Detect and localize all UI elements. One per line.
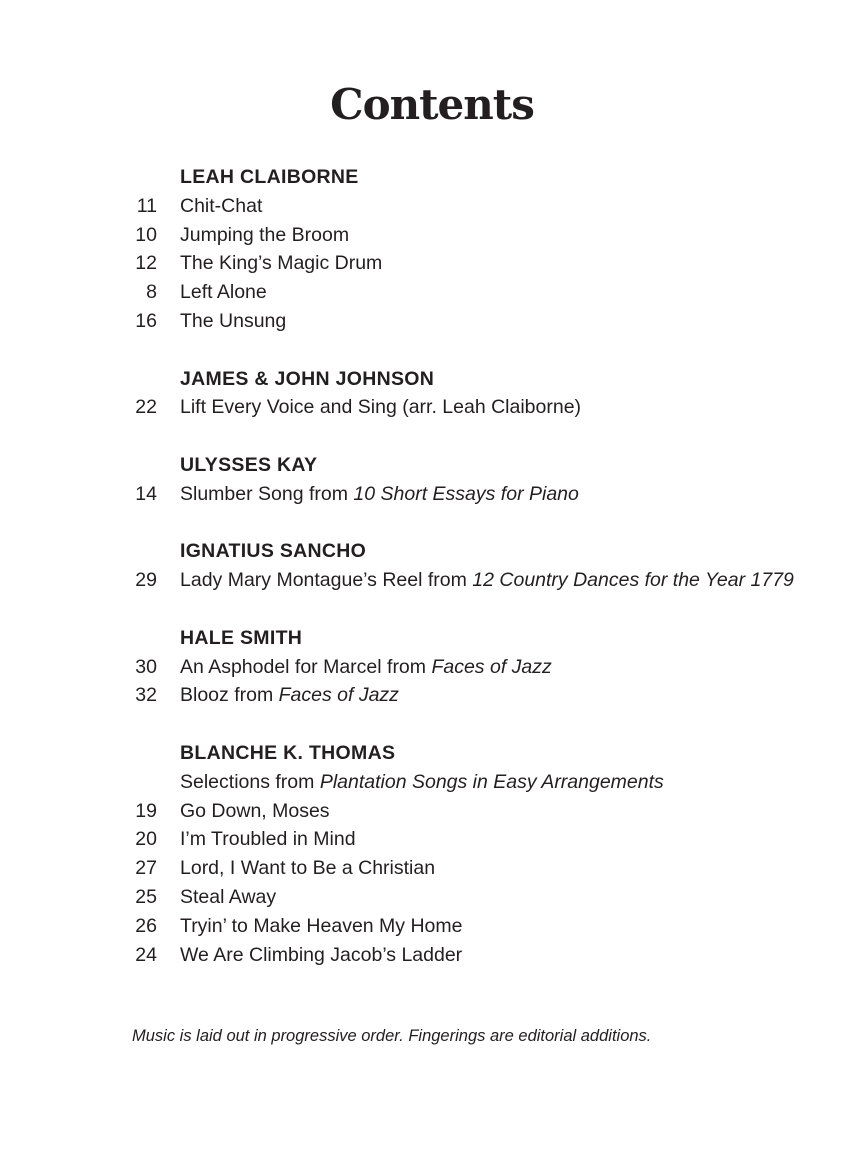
page-number: 22 — [135, 396, 157, 419]
toc-section — [0, 739, 864, 969]
page-number-cell — [0, 739, 157, 768]
toc-row — [0, 854, 864, 883]
page-number: 19 — [135, 799, 157, 822]
entry-title-part: Blooz from — [180, 684, 279, 707]
composer-row — [0, 163, 864, 192]
entry-title-part: Chit-Chat — [180, 194, 263, 217]
entry-title-part: Selections from — [180, 770, 320, 793]
entry-title — [180, 768, 664, 797]
entry-title — [180, 825, 356, 854]
toc-section — [0, 537, 864, 595]
entry-title — [180, 912, 462, 941]
page-number: 29 — [135, 569, 157, 592]
toc-row — [0, 221, 864, 250]
page-number-cell — [0, 163, 157, 192]
entry-title — [180, 941, 462, 970]
page-number: 8 — [146, 281, 157, 304]
toc-row — [0, 653, 864, 682]
entry-title-part: Lord, I Want to Be a Christian — [180, 857, 436, 880]
page-number-cell — [0, 624, 157, 653]
toc-row — [0, 192, 864, 221]
composer-name: HALE SMITH — [180, 626, 303, 649]
composer-row — [0, 624, 864, 653]
composer-name: BLANCHE K. THOMAS — [180, 741, 396, 764]
toc-row — [0, 825, 864, 854]
composer-row — [0, 739, 864, 768]
toc-row — [0, 393, 864, 422]
entry-title-part: An Asphodel for Marcel from — [180, 655, 432, 678]
entry-title-part: The King’s Magic Drum — [180, 252, 383, 275]
toc-row — [0, 768, 864, 797]
toc — [0, 163, 864, 969]
entry-title — [180, 566, 794, 595]
page-number: 20 — [135, 828, 157, 851]
entry-title-part: Tryin’ to Make Heaven My Home — [180, 914, 463, 937]
entry-title-part: Plantation Songs in Easy Arrangements — [319, 770, 664, 793]
composer-name: ULYSSES KAY — [180, 453, 318, 476]
toc-row — [0, 883, 864, 912]
composer-name: LEAH CLAIBORNE — [180, 166, 359, 188]
page-number: 27 — [135, 857, 157, 880]
toc-row — [0, 307, 864, 336]
page-number — [0, 768, 157, 797]
toc-row — [0, 797, 864, 826]
page-number: 24 — [135, 943, 157, 966]
entry-title — [180, 653, 552, 682]
entry-title-part: We Are Climbing Jacob’s Ladder — [180, 943, 463, 966]
page-number: 10 — [135, 223, 157, 246]
toc-row — [0, 278, 864, 307]
toc-row — [0, 480, 864, 509]
page-number: 30 — [135, 655, 157, 678]
page-number: 14 — [135, 482, 157, 505]
entry-title-part: Left Alone — [180, 281, 267, 304]
toc-row — [0, 941, 864, 970]
entry-title-part: Faces of Jazz — [278, 684, 399, 707]
entry-title — [180, 480, 579, 509]
entry-title — [180, 681, 399, 710]
page-number: 11 — [136, 194, 157, 217]
entry-title — [180, 393, 581, 422]
toc-row — [0, 912, 864, 941]
entry-title-part: Slumber Song from — [180, 482, 354, 505]
page-title: Contents — [330, 80, 534, 129]
entry-title — [180, 854, 435, 883]
entry-title — [180, 221, 349, 250]
toc-section — [0, 451, 864, 509]
entry-title — [180, 192, 262, 221]
toc-section — [0, 365, 864, 423]
page-number: 12 — [135, 252, 157, 275]
footnote: Music is laid out in progressive order. Fingerings are editorial additions. — [132, 1027, 652, 1045]
toc-section — [0, 163, 864, 336]
toc-row — [0, 566, 864, 595]
page-number-cell — [0, 537, 157, 566]
toc-row — [0, 249, 864, 278]
page-number: 32 — [135, 684, 157, 707]
composer-row — [0, 537, 864, 566]
entry-title-part: The Unsung — [180, 309, 287, 332]
entry-title — [180, 797, 330, 826]
composer-row — [0, 451, 864, 480]
composer-name: JAMES & JOHN JOHNSON — [180, 367, 435, 390]
entry-title-part: Faces of Jazz — [431, 655, 552, 678]
entry-title — [180, 883, 276, 912]
toc-row — [0, 681, 864, 710]
composer-row — [0, 365, 864, 394]
entry-title — [180, 278, 267, 307]
entry-title-part: 12 Country Dances for the Year 1779 — [472, 569, 794, 592]
entry-title-part: Steal Away — [180, 885, 277, 908]
page-number-cell — [0, 451, 157, 480]
entry-title-part: Go Down, Moses — [180, 799, 330, 822]
toc-section — [0, 624, 864, 710]
entry-title-part: Lady Mary Montague’s Reel from — [180, 569, 473, 592]
entry-title-part: I’m Troubled in Mind — [180, 828, 356, 851]
entry-title-part: Lift Every Voice and Sing (arr. Leah Claiborne) — [180, 396, 582, 419]
page-number-cell — [0, 365, 157, 394]
page-number: 26 — [135, 914, 157, 937]
entry-title — [180, 249, 382, 278]
entry-title-part: Jumping the Broom — [180, 223, 350, 246]
composer-name: IGNATIUS SANCHO — [180, 540, 367, 563]
page-number: 25 — [135, 885, 157, 908]
entry-title — [180, 307, 286, 336]
page-number: 16 — [135, 309, 157, 332]
entry-title-part: 10 Short Essays for Piano — [353, 482, 579, 505]
